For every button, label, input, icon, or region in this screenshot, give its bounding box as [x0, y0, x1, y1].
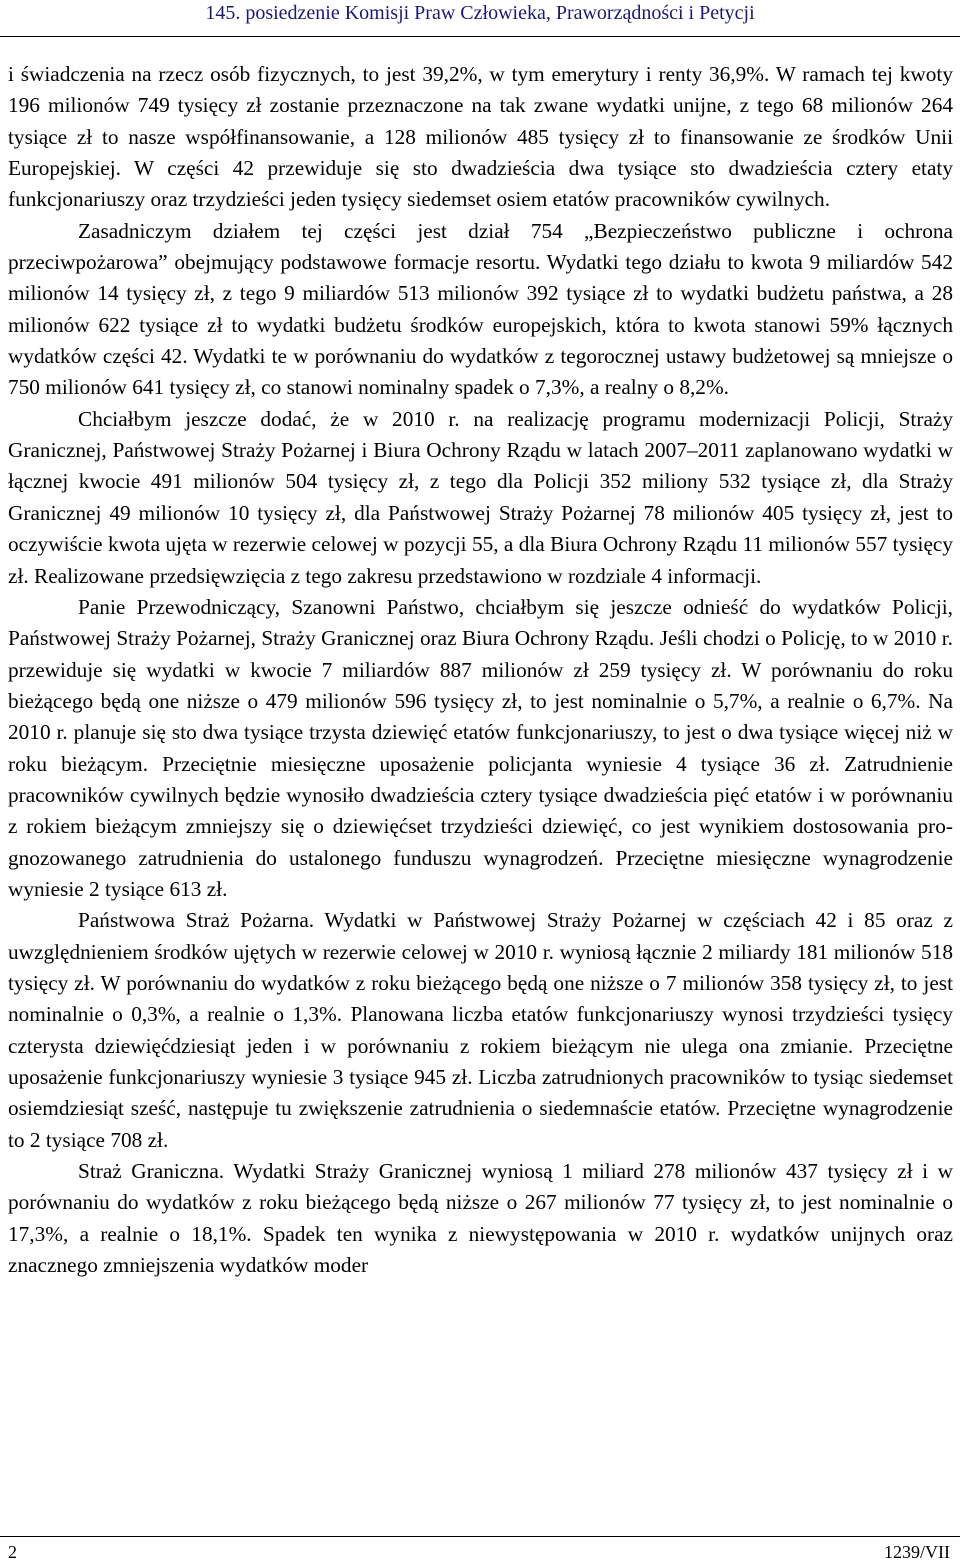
header-title: 145. posiedzenie Komisji Praw Człowieka, Praworządności i Petycji	[205, 2, 755, 24]
page-header	[0, 0, 960, 30]
paragraph: Chciałbym jeszcze dodać, że w 2010 r. na realizację programu modernizacji Policji, Straży Granicznej, Państwowej Straży Pożarnej i Biura Ochrony Rządu w latach 2007–2011 zaplanowano wydatki w łącznej kwocie 491 milionów 504 tysięcy zł, z tego dla Policji 352 miliony 532 tysiące zł, dla Straży Granicznej 49 milionów 10 tysięcy zł, dla Państwowej Straży Pożarnej 78 milionów 405 tysięcy zł, jest to oczywiście kwota ujęta w rezerwie celowej w pozycji 55, a dla Biura Ochrony Rządu 11 milionów 557 tysięcy zł. Realizowane przedsięwzięcia z tego zakresu przedstawiono w rozdziale 4 informacji.	[8, 406, 953, 588]
document-body	[8, 59, 953, 1281]
paragraph: Panie Przewodniczący, Szanowni Państwo, chciałbym się jeszcze odnieść do wydatków Policji, Państwowej Straży Pożarnej, Straży Granicznej oraz Biura Ochrony Rządu. Jeśli chodzi o Policję, to w 2010 r. przewiduje się wydatki w kwocie 7 miliardów 887 milionów zł 259 tysięcy zł. W porównaniu do roku bieżącego będą one niższe o 479 milionów 596 tysięcy zł, to jest nominalnie o 5,7%, a realnie o 6,7%. Na 2010 r. planuje się sto dwa tysiące trzysta dziewięć etatów funkcjonariuszy, to jest o dwa tysiące więcej niż w roku bieżącym. Przeciętnie miesięczne uposażenie policjanta wyniesie 4 tysiące 36 zł. Zatrudnienie pracowników cywilnych będzie wynosiło dwadzieścia cztery tysiące dwadzieścia pięć etatów i w porównaniu z rokiem bieżącym zmniejszy się o dziewięćset trzydzieści dziewięć, co jest wynikiem dostosowania prognozowanego zatrudnienia do ustalonego funduszu wynagrodzeń. Przeciętne miesięczne wynagrodzenie wyniesie 2 tysiące 613 zł.	[8, 594, 953, 901]
paragraph: Zasadniczym działem tej części jest dział 754 „Bezpieczeństwo publiczne i ochrona przeciwpożarowa” obejmujący podstawowe formacje resortu. Wydatki tego działu to kwota 9 miliardów 542 milionów 14 tysięcy zł, z tego 9 miliardów 513 milionów 392 tysiące zł to wydatki budżetu państwa, a 28 milionów 622 tysiące zł to wydatki budżetu środków europejskich, która to kwota stanowi 59% łącznych wydatków części 42. Wydatki te w porównaniu do wydatków z tegorocznej ustawy budżetowej są mniejsze o 750 milionów 641 tysięcy zł, co stanowi nominalny spadek o 7,3%, a realny o 8,2%.	[8, 218, 953, 400]
document-id: 1239/VII	[884, 1542, 950, 1562]
page-number: 2	[8, 1542, 17, 1562]
footer-divider	[0, 1536, 960, 1537]
header-divider	[0, 36, 960, 37]
paragraph: Straż Graniczna. Wydatki Straży Granicznej wyniosą 1 miliard 278 milionów 437 tysięcy zł i w porównaniu do wydatków z roku bieżącego będą niższe o 267 milionów 77 tysięcy zł, to jest nominalnie o 17,3%, a realnie o 18,1%. Spadek ten wynika z niewystępowania w 2010 r. wydatków unijnych oraz znacznego zmniejszenia wydatków moder	[8, 1159, 953, 1278]
paragraph: Państwowa Straż Pożarna. Wydatki w Państwowej Straży Pożarnej w częściach 42 i 85 oraz z uwzględnieniem środków ujętych w rezerwie celowej w 2010 r. wyniosą łącznie 2 miliardy 181 milionów 518 tysięcy zł. W porównaniu do wydatków z roku bieżącego będą one niższe o 7 milionów 358 tysięcy zł, to jest nominalnie o 0,3%, a realnie o 1,3%. Planowana liczba etatów funkcjonariuszy wynosi trzydzieści tysięcy czterysta dziewięćdziesiąt jeden i w porównaniu z rokiem bieżącym nie ulega ona zmianie. Przeciętne uposażenie funkcjonariuszy wyniesie 3 tysiące 945 zł. Liczba zatrudnionych pracowników to tysiąc siedemset osiemdziesiąt sześć, następuje tu zwiększenie zatrudnienia o siedemnaście etatów. Przeciętne wynagrodzenie to 2 tysiące 708 zł.	[8, 908, 953, 1152]
paragraph: i świadczenia na rzecz osób fizycznych, to jest 39,2%, w tym emerytury i renty 36,9%. W ramach tej kwoty 196 milionów 749 tysięcy zł zostanie przeznaczone na tak zwane wydatki unijne, z tego 68 milionów 264 tysiące zł to nasze współfinansowanie, a 128 milionów 485 tysięcy zł to finansowanie ze środków Unii Europejskiej. W części 42 przewiduje się sto dwadzieścia dwa tysiące sto dwadzieścia cztery etaty funkcjonariuszy oraz trzydzieści jeden tysięcy siedemset osiem etatów pracowników cywilnych.	[8, 62, 953, 212]
